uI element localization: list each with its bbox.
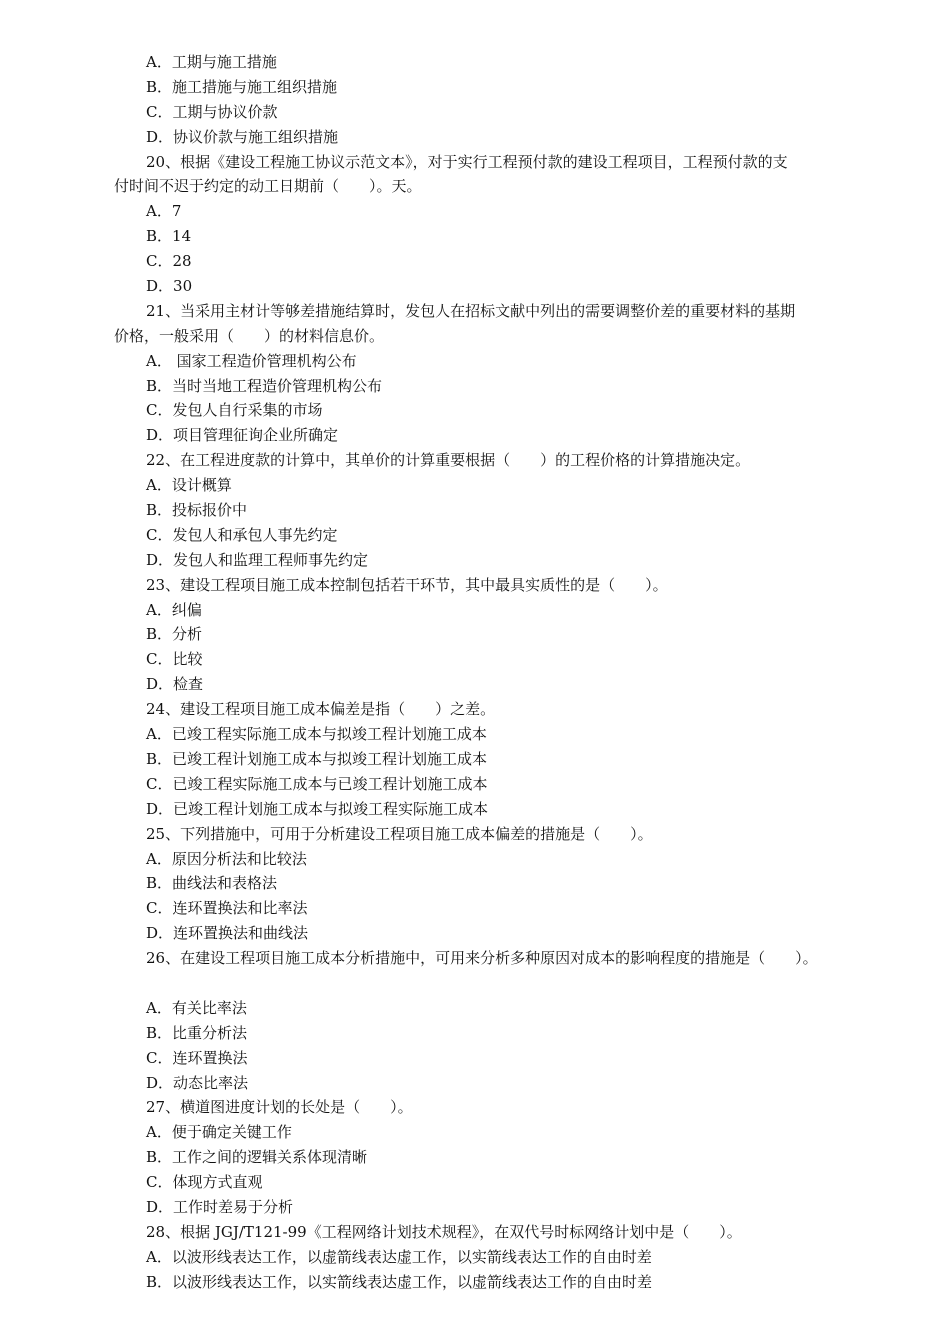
answer-option: A． 国家工程造价管理机构公布 <box>146 351 357 370</box>
answer-option: A．便于确定关键工作 <box>146 1123 292 1142</box>
answer-option: D．项目管理征询企业所确定 <box>146 426 339 445</box>
question-text: 28、根据 JGJ/T121-99《工程网络计划技术规程》，在双代号时标网络计划中是（ ）。 <box>146 1222 742 1241</box>
answer-option: D．发包人和监理工程师事先约定 <box>146 550 369 569</box>
answer-option: D．30 <box>146 277 193 296</box>
answer-option: C．已竣工程实际施工成本与已竣工程计划施工成本 <box>146 774 488 793</box>
answer-option: D．工作时差易于分析 <box>146 1197 294 1216</box>
answer-option: C．连环置换法 <box>146 1048 248 1067</box>
question-text: 22、在工程进度款的计算中，其单价的计算重要根据（ ）的工程价格的计算措施决定。 <box>146 451 751 470</box>
answer-option: A．已竣工程实际施工成本与拟竣工程计划施工成本 <box>146 725 487 744</box>
question-text-continued: 付时间不迟于约定的动工日期前（ ）。天。 <box>114 177 422 196</box>
answer-option: B．曲线法和表格法 <box>146 874 278 893</box>
question-text: 25、下列措施中，可用于分析建设工程项目施工成本偏差的措施是（ ）。 <box>146 824 653 843</box>
question-text: 20、根据《建设工程施工协议示范文本》，对于实行工程预付款的建设工程项目，工程预付款的支 <box>146 152 788 171</box>
answer-option: B．分析 <box>146 625 203 644</box>
answer-option: A．设计概算 <box>146 476 232 495</box>
answer-option: D．检查 <box>146 675 204 694</box>
answer-option: D．协议价款与施工组织措施 <box>146 127 339 146</box>
question-text: 24、建设工程项目施工成本偏差是指（ ）之差。 <box>146 700 496 719</box>
answer-option: B．投标报价中 <box>146 501 248 520</box>
answer-option: C．连环置换法和比率法 <box>146 899 308 918</box>
answer-option: A．工期与施工措施 <box>146 53 277 71</box>
question-text: 26、在建设工程项目施工成本分析措施中，可用来分析多种原因对成本的影响程度的措施是（ ）。 <box>146 949 818 968</box>
answer-option: A．7 <box>146 202 182 221</box>
answer-option: C．发包人和承包人事先约定 <box>146 525 338 544</box>
answer-option: A．原因分析法和比较法 <box>146 849 307 868</box>
document-page <box>0 50 950 1295</box>
answer-option: A．以波形线表达工作，以虚箭线表达虚工作，以实箭线表达工作的自由时差 <box>146 1247 652 1266</box>
blank-line <box>0 971 950 996</box>
answer-option: B．当时当地工程造价管理机构公布 <box>146 376 383 395</box>
answer-option: B．以波形线表达工作，以实箭线表达虚工作，以虚箭线表达工作的自由时差 <box>146 1272 653 1291</box>
answer-option: B．工作之间的逻辑关系体现清晰 <box>146 1148 368 1167</box>
answer-option: A．有关比率法 <box>146 998 247 1017</box>
question-text: 21、当采用主材计等够差措施结算时，发包人在招标文献中列出的需要调整价差的重要材料的基期 <box>146 301 796 320</box>
answer-option: C．体现方式直观 <box>146 1173 263 1192</box>
answer-option: D．动态比率法 <box>146 1073 249 1092</box>
answer-option: C．28 <box>146 252 192 271</box>
answer-option: C．比较 <box>146 650 203 669</box>
answer-option: A．纠偏 <box>146 600 202 619</box>
answer-option: D．已竣工程计划施工成本与拟竣工程实际施工成本 <box>146 799 489 818</box>
answer-option: B．14 <box>146 227 192 246</box>
question-text-continued: 价格，一般采用（ ）的材料信息价。 <box>114 326 385 345</box>
question-text: 23、建设工程项目施工成本控制包括若干环节，其中最具实质性的是（ ）。 <box>146 575 668 594</box>
question-text: 27、横道图进度计划的长处是（ ）。 <box>146 1098 413 1117</box>
answer-option: C．工期与协议价款 <box>146 102 278 121</box>
answer-option: B．比重分析法 <box>146 1023 248 1042</box>
answer-option: D．连环置换法和曲线法 <box>146 924 309 943</box>
answer-option: C．发包人自行采集的市场 <box>146 401 323 420</box>
answer-option: B．已竣工程计划施工成本与拟竣工程计划施工成本 <box>146 749 488 768</box>
answer-option: B．施工措施与施工组织措施 <box>146 77 338 96</box>
